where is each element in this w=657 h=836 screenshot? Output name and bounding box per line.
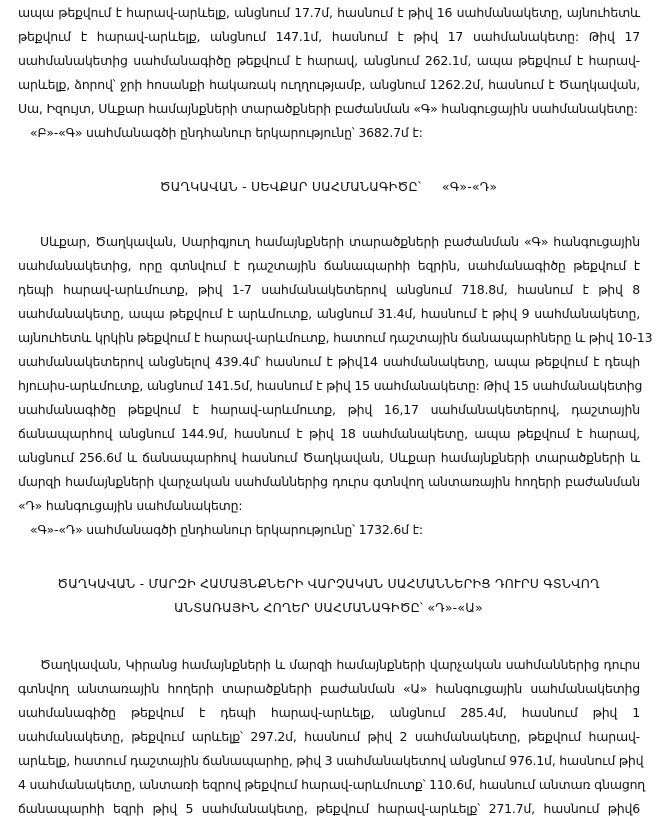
text-line: «Դ» հանգուցային սահմանակետը: bbox=[18, 498, 243, 513]
text-line: այնուհետև կրկին թեքվում է հարավ-արևմուտք, հատում դաշտային ճանապարհները և թիվ 10-13 bbox=[18, 330, 653, 345]
section-b-g-summary: «Բ»-«Գ» սահմանագծի ընդհանուր երկարությունը՝ 3682.7մ է: bbox=[30, 125, 423, 140]
text-line: սահմանակետից սահմանագիծը թեքվում է հարավ, անցնում 262.1մ, ապա թեքվում է հարավ- bbox=[18, 53, 640, 68]
text-line: սահմանագիծը թեքվում է դեպի հարավ-արևելք, անցնում 285.4մ, հասնում թիվ 1 bbox=[18, 705, 640, 720]
text-line: ապա թեքվում է հարավ-արևելք, անցնում 17.7մ, հասնում է թիվ 16 սահմանակետը, այնուհետև bbox=[18, 5, 640, 20]
text-line: սահմանագիծը թեքվում է հարավ-արևմուտք, թիվ 16,17 սահմանակետերով, դաշտային bbox=[18, 402, 640, 417]
text-line: Սա, Իզույտ, Սևքար համայնքների տարածքների բաժանման «Գ» հանգուցային սահմանակետը: bbox=[18, 101, 638, 116]
text-line: սահմանակետից, որը գտնվում է դաշտային ճանապարհի եզրին, սահմանագիծը թեքվում է bbox=[18, 258, 640, 273]
heading-code: «Գ»-«Դ» bbox=[441, 179, 498, 194]
text-line: Ծաղկավան, Կիրանց համայնքների և մարզի համայնքների վարչական սահմաններից դուրս bbox=[40, 657, 640, 672]
text-line: սահմանակետը, թեքվում արևելք՝ 297.2մ, հասնում թիվ 2 սահմանակետը, թեքվում հարավ- bbox=[18, 729, 640, 744]
text-line: Սևքար, Ծաղկավան, Սարիգյուղ համայնքների տարածքների բաժանման «Գ» հանգուցային bbox=[40, 234, 640, 249]
section-g-d-heading bbox=[0, 175, 657, 199]
text-line: ճանապարհով անցնում 144.9մ, հասնում է թիվ 18 սահմանակետը, ապա թեքվում է հարավ, bbox=[18, 426, 640, 441]
text-line: ճանապարհի եզրի թիվ 5 սահմանակետը, թեքվում հարավ-արևելք՝ 271.7մ, հասնում թիվ6 bbox=[18, 801, 640, 816]
section-d-a-heading-line2: ԱՆՏԱՌԱՅԻՆ ՀՈՂԵՐ ՍԱՀՄԱՆԱԳԻԾԸ՝ «Դ»-«Ա» bbox=[174, 600, 483, 615]
text-line: հյուսիս-արևմուտք, անցնում 141.5մ, հասնում է թիվ 15 սահմանակետը: Թիվ 15 սահմանակետից bbox=[18, 378, 643, 393]
text-line: թեքվում է հարավ-արևելք, անցնում 147.1մ, հասնում է թիվ 17 սահմանակետը: Թիվ 17 bbox=[18, 29, 640, 44]
text-line: սահմանակետը, ապա թեքվում է արևմուտք, անցնում 31.4մ, հասնում է թիվ 9 սահմանակետը, bbox=[18, 306, 640, 321]
heading-text: ԾԱՂԿԱՎԱՆ - ՍԵՎՔԱՐ ՍԱՀՄԱՆԱԳԻԾԸ՝ bbox=[159, 179, 422, 194]
text-line: գտնվող անտառային հողերի տարածքների բաժանման «Ա» հանգուցային սահմանակետից bbox=[18, 681, 640, 696]
text-line: արևելք, հատում դաշտային ճանապարհը, թիվ 3 սահմանակետով անցնում 976.1մ, հասնում թիվ bbox=[18, 753, 644, 768]
text-line: անցնում 256.6մ և ճանապարհով հասնում Ծաղկավան, Սևքար համայնքների տարածքների և bbox=[18, 450, 640, 465]
text-line: 4 սահմանակետը, անտառի եզրով թեքվում հարավ-արևմուտք՝ 110.6մ, հասնում անտառ գնացող bbox=[18, 777, 646, 792]
text-line: արևելք, ձորով՝ ջրի հոսանքի հակառակ ուղղությամբ, անցնում 1262.2մ, հասնում է Ծաղկավան, bbox=[18, 77, 640, 92]
text-line: մարզի համայնքների վարչական սահմաններից դուրս գտնվող անտառային հողերի բաժանման bbox=[18, 474, 640, 489]
section-g-d-summary: «Գ»-«Դ» սահմանագծի ընդհանուր երկարությունը՝ 1732.6մ է: bbox=[30, 522, 423, 537]
text-line: դեպի հարավ-արևմուտք, թիվ 1-7 սահմանակետերով անցնում 718.8մ, հասնում է թիվ 8 bbox=[18, 282, 640, 297]
section-d-a-heading-line1: ԾԱՂԿԱՎԱՆ - ՄԱՐԶԻ ՀԱՄԱՅՆՔՆԵՐԻ ՎԱՐՉԱԿԱՆ ՍԱՀՄԱՆՆԵՐԻՑ ԴՈՒՐՍ ԳՏՆՎՈՂ bbox=[57, 576, 600, 591]
text-line: սահմանակետերով անցնելով 439.4մ՝ հասնում է թիվ14 սահմանակետը, ապա թեքվում է դեպի bbox=[18, 354, 640, 369]
